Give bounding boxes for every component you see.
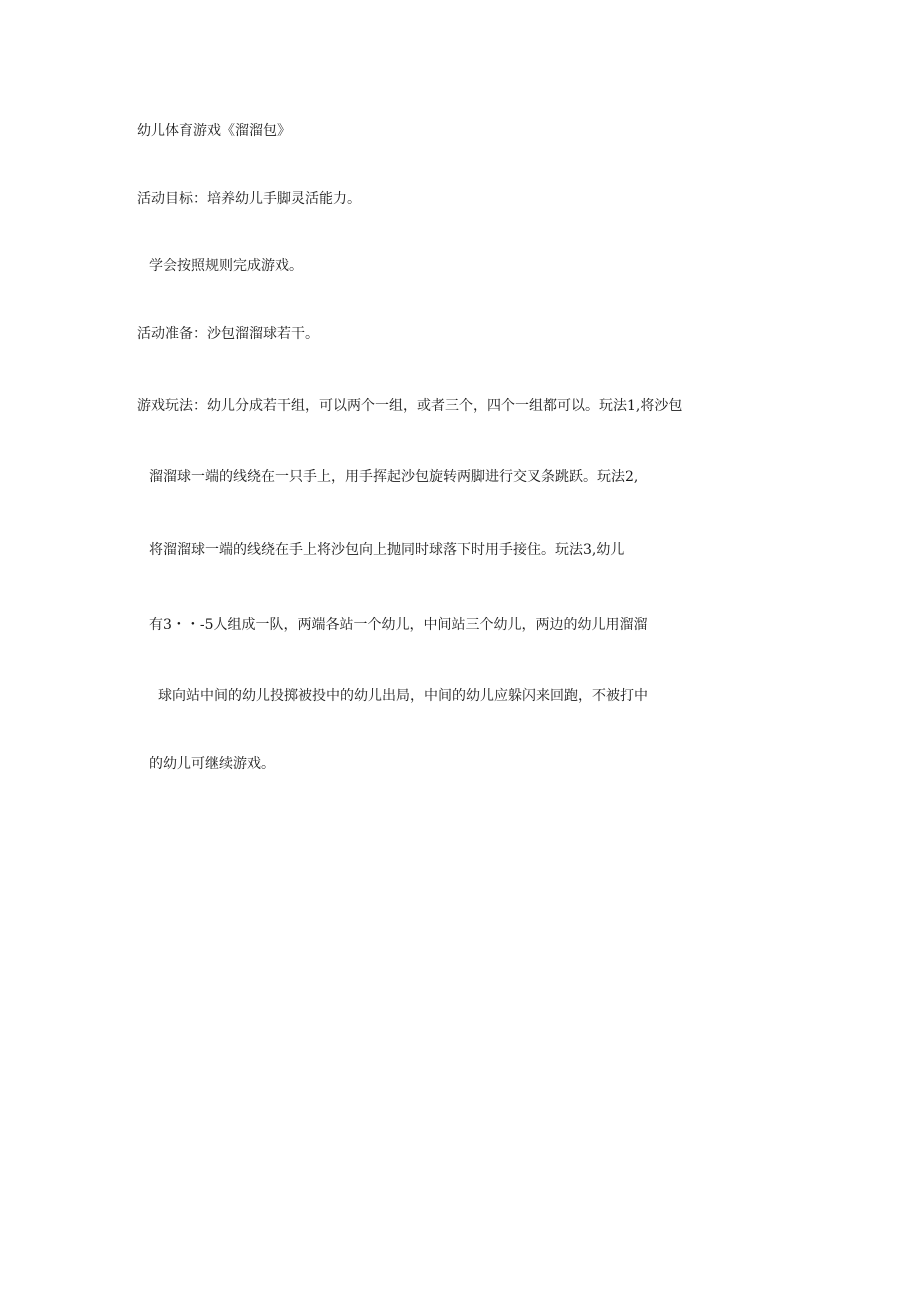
- activity-goal: 活动目标：培养幼儿手脚灵活能力。: [137, 191, 361, 207]
- activity-goal-continued: 学会按照规则完成游戏。: [149, 258, 303, 274]
- game-rules-line: 的幼儿可继续游戏。: [149, 756, 275, 772]
- game-rules-line: 将溜溜球一端的线绕在手上将沙包向上抛同时球落下时用手接住。玩法3,幼儿: [149, 542, 625, 558]
- game-rules-line: 球向站中间的幼儿投掷被投中的幼儿出局，中间的幼儿应躲闪来回跑，不被打中: [158, 688, 648, 704]
- document-title: 幼儿体育游戏《溜溜包》: [137, 123, 291, 139]
- game-rules-line: 有3・・-5人组成一队，两端各站一个幼儿，中间站三个幼儿，两边的幼儿用溜溜: [149, 617, 648, 633]
- activity-preparation: 活动准备：沙包溜溜球若干。: [137, 326, 319, 342]
- game-rules-line: 游戏玩法：幼儿分成若干组，可以两个一组，或者三个，四个一组都可以。玩法1,将沙包: [137, 398, 683, 414]
- game-rules-line: 溜溜球一端的线绕在一只手上，用手挥起沙包旋转两脚进行交叉条跳跃。玩法2,: [149, 469, 639, 485]
